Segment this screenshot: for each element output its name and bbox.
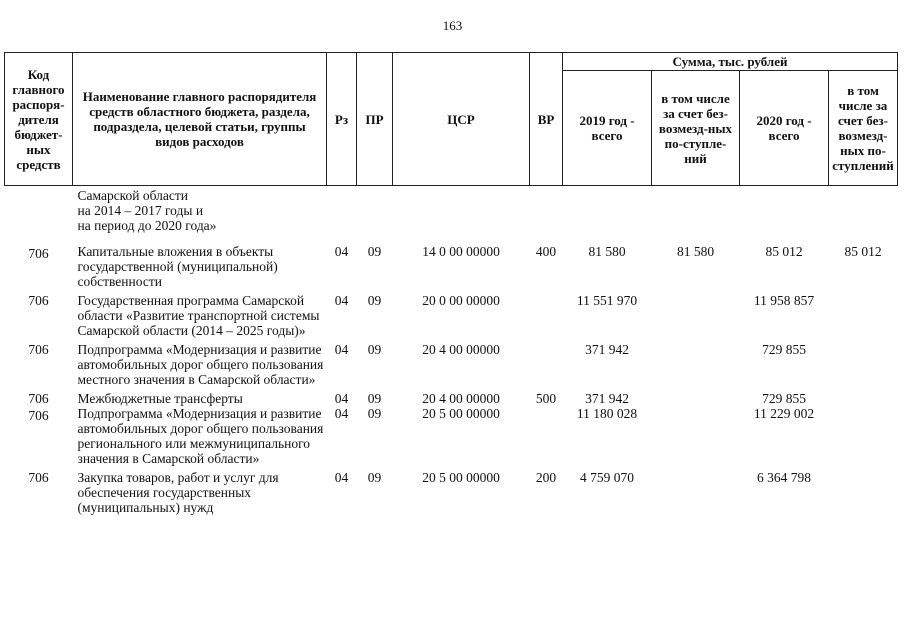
cell-2019-free [652, 186, 740, 244]
cell-vr: 200 [535, 469, 557, 485]
cell-2019-free [652, 406, 740, 466]
cell-code: 706 [28, 341, 49, 357]
cell-rz: 04 [334, 292, 349, 308]
cell-csr: 20 4 00 00000 [422, 341, 500, 357]
header-2020-total: 2020 год - всего [740, 71, 829, 186]
cell-pr: 09 [367, 390, 382, 406]
cell-2020-free [829, 338, 898, 387]
cell-csr: 20 0 00 00000 [422, 292, 500, 308]
cell-vr [530, 289, 563, 338]
table-row [5, 466, 898, 515]
cell-name: Подпрограмма «Модернизация и развитие автомобильных дорог общего пользования регионального или межмуниципального значения в Самарской области» [77, 405, 324, 466]
cell-2019-total: 4 759 070 [580, 469, 634, 485]
header-2019-total: 2019 год - всего [563, 71, 652, 186]
cell-2020-total: 11 229 002 [753, 405, 815, 421]
cell-2020-free [829, 406, 898, 466]
cell-code: 706 [28, 390, 49, 406]
cell-csr: 14 0 00 00000 [422, 243, 500, 259]
header-sum: Сумма, тыс. рублей [563, 53, 898, 71]
cell-pr: 09 [367, 405, 382, 421]
cell-rz: 04 [334, 405, 349, 421]
cell-2019-free [652, 466, 740, 515]
cell-2019-free [652, 289, 740, 338]
cell-code: 706 [28, 292, 49, 308]
cell-2019-total: 81 580 [588, 243, 626, 259]
header-csr: ЦСР [393, 53, 530, 186]
table-row [5, 406, 898, 466]
table-row [5, 186, 898, 244]
cell-2020-free [829, 466, 898, 515]
table-row [5, 338, 898, 387]
cell-2020-free [829, 186, 898, 244]
header-2019-free: в том числе за счет без-возмезд-ных по-ступле-ний [652, 71, 740, 186]
cell-2020-total [740, 186, 829, 244]
cell-name: Государственная программа Самарской области «Развитие транспортной системы Самарской области (2014 – 2025 годы)» [77, 292, 320, 338]
cell-rz: 04 [334, 390, 349, 406]
header-code: Код главного распоря-дителя бюджет-ных средств [5, 53, 73, 186]
cell-code: 706 [28, 407, 49, 423]
cell-csr: 20 4 00 00000 [422, 390, 500, 406]
header-rz: Рз [327, 53, 357, 186]
cell-2019-total: 371 942 [585, 390, 629, 406]
cell-pr: 09 [367, 292, 382, 308]
cell-2019-total: 11 551 970 [576, 292, 638, 308]
table-row [5, 289, 898, 338]
page-number: 163 [442, 18, 463, 33]
cell-csr: 20 5 00 00000 [422, 469, 500, 485]
cell-name: Самарской области на 2014 – 2017 годы и на период до 2020 года» [77, 188, 217, 233]
cell-code: 706 [28, 245, 49, 261]
cell-2019-total: 11 180 028 [576, 405, 638, 421]
cell-rz: 04 [334, 469, 349, 485]
cell-pr: 09 [367, 243, 382, 259]
cell-2020-total: 729 855 [762, 390, 806, 406]
table-header [5, 53, 898, 186]
cell-2019-total [563, 186, 652, 244]
cell-2019-free [652, 387, 740, 406]
cell-pr: 09 [367, 469, 382, 485]
cell-rz: 04 [334, 243, 349, 259]
cell-name: Межбюджетные трансферты [77, 390, 243, 406]
cell-rz [327, 186, 357, 244]
cell-pr: 09 [367, 341, 382, 357]
cell-2019-free [652, 338, 740, 387]
cell-pr [357, 186, 393, 244]
cell-2020-free [829, 387, 898, 406]
cell-2020-free: 85 012 [844, 243, 882, 259]
header-name: Наименование главного распорядителя средств областного бюджета, раздела, подраздела, целевой статьи, группы видов расходов [73, 53, 327, 186]
table-row [5, 387, 898, 406]
header-2020-free: в том числе за счет без-возмезд-ных по-ступлений [829, 71, 898, 186]
cell-2019-free: 81 580 [676, 243, 715, 259]
budget-table [4, 52, 898, 515]
cell-name: Подпрограмма «Модернизация и развитие автомобильных дорог общего пользования местного значения в Самарской области» [77, 341, 324, 387]
cell-2020-free [829, 289, 898, 338]
header-vr: ВР [530, 53, 563, 186]
table-body [5, 186, 898, 515]
cell-vr: 500 [535, 390, 557, 406]
cell-2020-total: 729 855 [762, 341, 806, 357]
cell-code: 706 [28, 469, 49, 485]
cell-2019-total: 371 942 [585, 341, 629, 357]
cell-2020-total: 85 012 [765, 243, 803, 259]
cell-2020-total: 6 364 798 [757, 469, 811, 485]
table-row [5, 244, 898, 289]
cell-csr [393, 186, 530, 244]
cell-rz: 04 [334, 341, 349, 357]
cell-vr [530, 406, 563, 466]
cell-vr [530, 186, 563, 244]
cell-2020-total: 11 958 857 [753, 292, 815, 308]
cell-vr [530, 338, 563, 387]
cell-code [5, 186, 73, 244]
cell-vr: 400 [535, 243, 557, 259]
cell-name: Капитальные вложения в объекты государственной (муниципальной) собственности [77, 243, 278, 289]
header-pr: ПР [357, 53, 393, 186]
cell-name: Закупка товаров, работ и услуг для обеспечения государственных (муниципальных) нужд [77, 469, 279, 515]
cell-csr: 20 5 00 00000 [422, 405, 500, 421]
